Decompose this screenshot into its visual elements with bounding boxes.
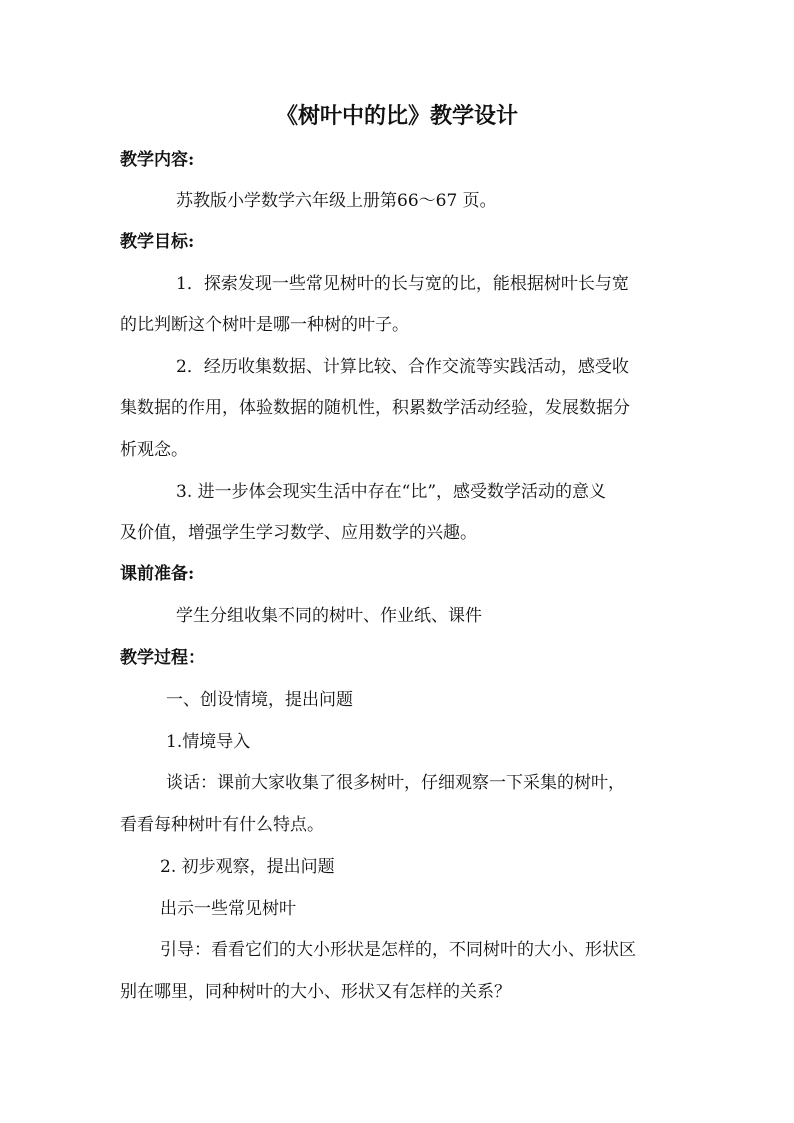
- guide-line1: 引导：看看它们的大小形状是怎样的，不同树叶的大小、形状区: [160, 940, 636, 960]
- step1-title: 一、创设情境，提出问题: [166, 690, 353, 710]
- prep-text: 学生分组收集不同的树叶、作业纸、课件: [176, 606, 482, 626]
- page-title: 《树叶中的比》教学设计: [275, 103, 518, 129]
- step1-sub1: 1.情境导入: [166, 732, 251, 752]
- prep-heading: 课前准备:: [120, 564, 195, 584]
- content-heading: 教学内容:: [120, 150, 195, 170]
- goal1-line2: 的比判断这个树叶是哪一种树的叶子。: [120, 315, 409, 335]
- goal3-line1: 3. 进一步体会现实生活中存在“比”，感受数学活动的意义: [176, 482, 607, 502]
- talk-line1: 谈话：课前大家收集了很多树叶，仔细观察一下采集的树叶，: [166, 773, 625, 793]
- show-text: 出示一些常见树叶: [160, 899, 296, 919]
- goal3-line2: 及价值，增强学生学习数学、应用数学的兴趣。: [120, 523, 477, 543]
- goal2-line1: 2．经历收集数据、计算比较、合作交流等实践活动，感受收: [176, 357, 629, 377]
- goal2-line2: 集数据的作用，体验数据的随机性，积累数学活动经验，发展数据分: [120, 398, 630, 418]
- step1-sub2: 2. 初步观察，提出问题: [160, 857, 335, 877]
- talk-line2: 看看每种树叶有什么特点。: [120, 815, 324, 835]
- process-heading: 教学过程：: [120, 648, 205, 668]
- goals-heading: 教学目标:: [120, 232, 195, 252]
- goal2-line3: 析观念。: [120, 440, 188, 460]
- guide-line2: 别在哪里，同种树叶的大小、形状又有怎样的关系？: [120, 982, 511, 1002]
- goal1-line1: 1．探索发现一些常见树叶的长与宽的比，能根据树叶长与宽: [176, 274, 629, 294]
- content-text: 苏教版小学数学六年级上册第66～67 页。: [176, 191, 497, 211]
